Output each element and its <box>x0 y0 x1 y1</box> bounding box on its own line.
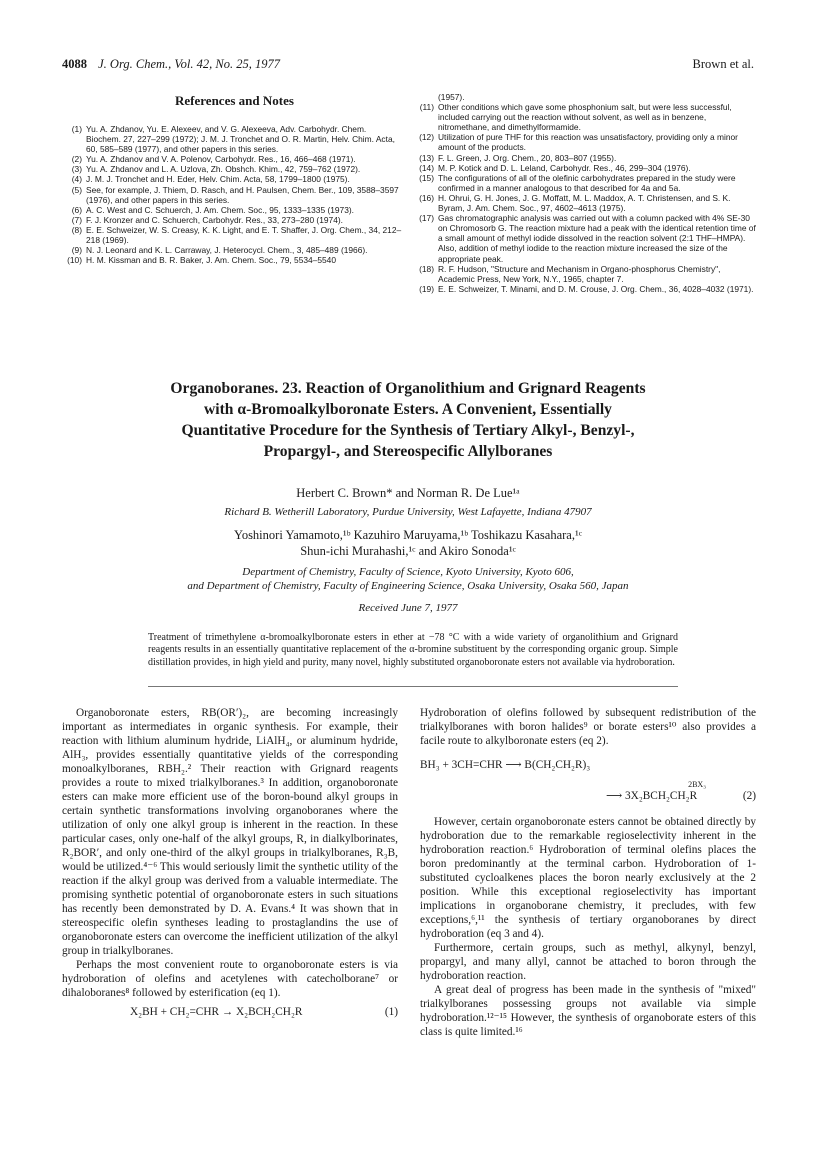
abstract-divider <box>148 686 678 687</box>
journal-citation: J. Org. Chem., Vol. 42, No. 25, 1977 <box>98 57 280 71</box>
page-number: 4088 <box>62 57 87 71</box>
reference-item: (8) E. E. Schweizer, W. S. Creasy, K. K. Light, and E. T. Shaffer, J. Org. Chem., 34, 212–218 (1969). <box>71 224 402 246</box>
equation-number: (1) <box>384 1006 398 1018</box>
authors-group-2-line-1: Yoshinori Yamamoto,¹ᵇ Kazuhiro Maruyama,¹ᵇ Toshikazu Kasahara,¹ᶜ <box>234 528 582 542</box>
equation-2-line-1: BH₃ + 3CH=CHR ⟶ B(CH₂CH₂R)₃ <box>420 759 591 771</box>
references-heading: References and Notes <box>175 93 294 108</box>
body-paragraph: Organoboronate esters, RB(OR′)₂, are becoming increasingly important as intermediates in organic synthesis. For example, their reaction with lithium aluminum hydride, LiAlH₄, or aluminum hydride, AlH₃, provides essentially quantitative yields of the corresponding monoalkylboranes, RBH₂.² Their reaction with Grignard reagents provides a route to mixed trialkylboranes.³ In addition, organoboronate esters can make more efficient use of the boron-bound alkyl groups in certain synthetic transformations involving organoboranes where the utilization of only one alkyl group is inherent in the reaction. In these particular cases, only one-half of the alkyl groups, R, in dialkylborinates, R₂BOR′, and only one-third of the alkyl groups in trialkylboranes, R₃B, would be utilized.⁴⁻⁶ This would seriously limit the synthetic utility of the reaction if the alkyl group was derived from a valuable intermediate. The promising synthetic potential of organoboronate esters in such situations has recently been demonstrated by D. A. Evans.⁴ It was shown that in stereospecific olefin syntheses leading to prostaglandins the use of organoboronate esters can overcome the inefficient utilization of the alkyl group in trialkylboranes. <box>62 707 398 957</box>
reference-item: (9) N. J. Leonard and K. L. Carraway, J. Heterocycl. Chem., 3, 485–489 (1966). <box>71 245 368 256</box>
references-right-column <box>414 92 756 294</box>
body-left-column <box>62 706 398 1019</box>
received-date: Received June 7, 1977 <box>358 602 458 614</box>
reference-item: (6) A. C. West and C. Schuerch, J. Am. Chem. Soc., 95, 1333–1335 (1973). <box>71 204 354 215</box>
affiliation-1: Richard B. Wetherill Laboratory, Purdue University, West Lafayette, Indiana 47907 <box>224 506 592 518</box>
running-head: Brown et al. <box>692 57 754 71</box>
references-left-column <box>62 124 402 265</box>
reference-item: (2) Yu. A. Zhdanov and V. A. Polenov, Carbohydr. Res., 16, 466–468 (1971). <box>71 154 356 165</box>
equation-1: X₂BH + CH₂=CHR → X₂BCH₂CH₂R (1) <box>130 1006 398 1018</box>
body-paragraph: Hydroboration of olefins followed by subsequent redistribution of the trialkylboranes with boron halides⁹ or borate esters¹⁰ also provides a facile route to alkylboronate esters (eq 2). <box>420 707 756 747</box>
abstract: Treatment of trimethylene α-bromoalkylboronate esters in ether at −78 °C with a wide variety of organolithium and Grignard reagents results in an essentially quantitative replacement of the α-bromine substituent by the corresponding organic group. Simple distillation provides, in high yield and purity, many novel, highly substituted organoboronate esters not available via hydroboration. <box>148 632 678 668</box>
reference-item: (1957). <box>438 92 465 102</box>
reference-item: (1) Yu. A. Zhdanov, Yu. E. Alexeev, and V. G. Alexeeva, Adv. Carbohydr. Chem. Biochem. 27, 227–299 (1972); J. M. J. Tronchet and O. R. Martin, Helv. Chim. Acta, 60, 585–589 (1977), and other papers in this series. <box>71 124 395 155</box>
equation-number: (2) <box>742 790 756 802</box>
reference-item: (4) J. M. J. Tronchet and H. Eder, Helv. Chim. Acta, 58, 1799–1800 (1975). <box>71 174 350 185</box>
equation-2-line-2: ⟶ 3X₂BCH₂CH₂R (2) <box>606 790 756 802</box>
reference-item: (11) Other conditions which gave some phosphonium salt, but were less successful, included carrying out the reaction without solvent, as well as in benzene, nitromethane, and dimethylformamide. <box>419 102 732 133</box>
reference-item: (13) F. L. Green, J. Org. Chem., 20, 803–807 (1955). <box>419 152 617 163</box>
title-line: Organoboranes. 23. Reaction of Organolithium and Grignard Reagents <box>170 380 646 397</box>
reference-item: (15) The configurations of all of the olefinic carbohydrates prepared in the study were confirmed in a manner analogous to that described for 4a and 5a. <box>419 172 736 193</box>
reference-item: (3) Yu. A. Zhdanov and L. A. Uzlova, Zh. Obshch. Khim., 42, 759–762 (1972). <box>71 164 361 175</box>
equation-2 <box>420 758 756 803</box>
affiliation-2-line-1: Department of Chemistry, Faculty of Science, Kyoto University, Kyoto 606, <box>242 566 574 578</box>
reference-item: (17) Gas chromatographic analysis was carried out with a column packed with 4% SE-30 on Chromosorb G. The reaction mixture had a peak with the identical retention time of a small amount of methyl iodide dissolved in the reaction solvent (2:1 THF–HMPA). Also, addition of methyl iodide to the reaction mixture increased the size of the appropriate peak. <box>419 213 756 264</box>
affiliation-2-line-2: and Department of Chemistry, Faculty of Engineering Science, Osaka University, Osaka 560, Japan <box>187 580 629 592</box>
body-paragraph: Perhaps the most convenient route to organoboronate esters is via hydroboration of olefins and acetylenes with catecholborane⁷ or dihaloboranes⁸ followed by esterification (eq 1). <box>62 959 398 999</box>
title-line: Propargyl-, and Stereospecific Allylboranes <box>263 443 553 460</box>
reference-item: (14) M. P. Kotick and D. L. Leland, Carbohydr. Res., 46, 299–304 (1976). <box>419 162 691 173</box>
title-line: with α-Bromoalkylboronate Esters. A Convenient, Essentially <box>204 401 612 418</box>
page-header-left <box>62 57 280 72</box>
reference-item: (5) See, for example, J. Thiem, D. Rasch, and H. Paulsen, Chem. Ber., 109, 3588–3597 (1976), and other papers in this series. <box>71 184 399 205</box>
reference-item: (7) F. J. Kronzer and C. Schuerch, Carbohydr. Res., 33, 273–280 (1974). <box>71 214 343 225</box>
article-title <box>110 378 706 462</box>
reference-item: (19) E. E. Schweizer, T. Minami, and D. M. Crouse, J. Org. Chem., 36, 4028–4032 (1971). <box>419 283 754 294</box>
title-line: Quantitative Procedure for the Synthesis of Tertiary Alkyl-, Benzyl-, <box>181 422 635 439</box>
body-paragraph: Furthermore, certain groups, such as methyl, alkynyl, benzyl, propargyl, and many allyl, cannot be attached to boron through the hydroboration reaction. <box>420 942 756 982</box>
reference-item: (12) Utilization of pure THF for this reaction was unsatisfactory, providing only a minor amount of the products. <box>419 132 738 153</box>
equation-2-reagent: 2BX₃ <box>688 780 706 789</box>
reference-item: (10) H. M. Kissman and B. R. Baker, J. Am. Chem. Soc., 79, 5534–5540 <box>67 255 336 266</box>
body-right-column <box>420 706 756 1039</box>
body-paragraph: However, certain organoboronate esters cannot be obtained directly by hydroboration due to the remarkable regioselectivity inherent in the hydroboration reaction.⁶ Hydroboration of terminal olefins places the boron predominantly at the terminal carbon. Hydroboration of 1-substituted cycloalkenes places the boron nearly exclusively at the 2 position. While this exceptional regioselectivity has important implications in organoborane chemistry, it precludes, with few exceptions,⁶,¹¹ the synthesis of tertiary organoboranes by direct hydroboration (eq 3 and 4). <box>420 816 756 940</box>
authors-group-2-line-2: Shun-ichi Murahashi,¹ᶜ and Akiro Sonoda¹ᶜ <box>300 544 516 558</box>
reference-item: (18) R. F. Hudson, "Structure and Mechanism in Organo-phosphorus Chemistry", Academic Press, New York, N.Y., 1965, chapter 7. <box>419 263 721 284</box>
authors-group-1: Herbert C. Brown* and Norman R. De Lue¹ᵃ <box>296 486 520 500</box>
body-paragraph: A great deal of progress has been made in the synthesis of "mixed" trialkylboranes possessing groups not available via simple hydroboration.¹²⁻¹⁵ However, the synthesis of organoborate esters of this class is quite limited.¹⁶ <box>420 984 756 1038</box>
reference-item: (16) H. Ohrui, G. H. Jones, J. G. Moffatt, M. L. Maddox, A. T. Christensen, and S. K. Byram, J. Am. Chem. Soc., 97, 4602–4613 (1975). <box>419 192 731 214</box>
